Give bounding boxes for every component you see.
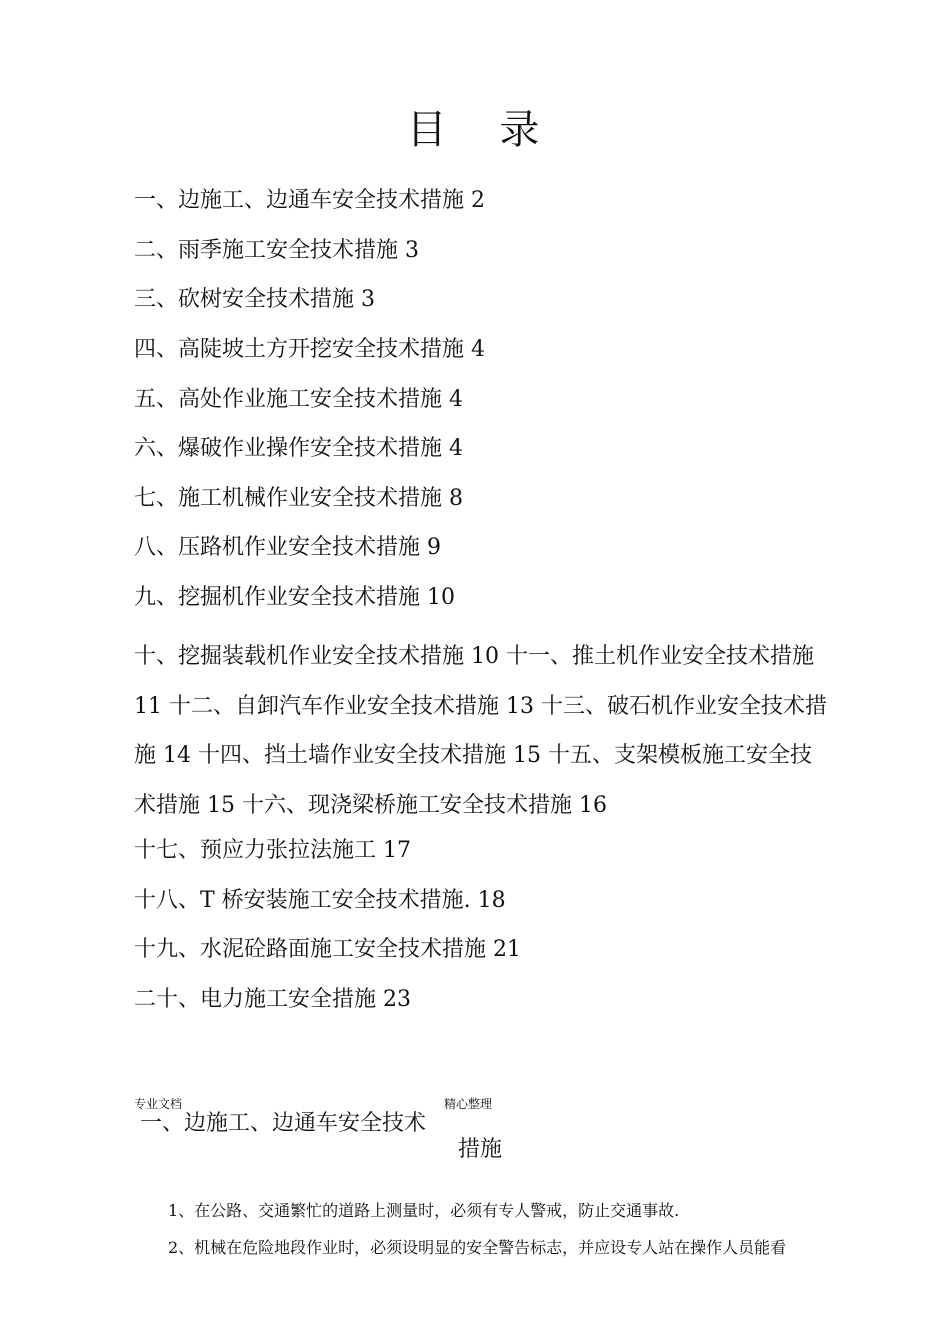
body-paragraph: 1、在公路、交通繁忙的道路上测量时，必须有专人警戒，防止交通事故. — [168, 1201, 680, 1220]
toc-entry: 十七、预应力张拉法施工 17 — [134, 838, 411, 863]
toc-entry: 一、边施工、边通车安全技术措施 2 — [134, 188, 485, 213]
toc-entry: 四、高陡坡土方开挖安全技术措施 4 — [134, 337, 485, 362]
toc-run-on-line: 术措施 15 十六、现浇梁桥施工安全技术措施 16 — [134, 792, 607, 818]
toc-entry: 十八、T 桥安装施工安全技术措施. 18 — [134, 888, 506, 913]
toc-entry: 三、砍树安全技术措施 3 — [134, 287, 375, 312]
page-header-right: 精心整理 — [444, 1097, 493, 1111]
section-heading: 一、边施工、边通车安全技术 — [140, 1111, 427, 1136]
toc-entry: 七、施工机械作业安全技术措施 8 — [134, 486, 463, 511]
toc-title: 目 录 — [406, 107, 560, 153]
toc-entry: 六、爆破作业操作安全技术措施 4 — [134, 436, 463, 461]
page-header-left: 专业文档 — [134, 1097, 183, 1111]
toc-entry: 十九、水泥砼路面施工安全技术措施 21 — [134, 937, 521, 962]
toc-run-on-line: 11 十二、自卸汽车作业安全技术措施 13 十三、破石机作业安全技术措 — [134, 693, 827, 719]
toc-entry: 九、挖掘机作业安全技术措施 10 — [134, 585, 455, 610]
toc-entry: 五、高处作业施工安全技术措施 4 — [134, 387, 463, 412]
section-heading-continued: 措施 — [458, 1137, 503, 1162]
body-paragraph: 2、机械在危险地段作业时，必须设明显的安全警告标志，并应设专人站在操作人员能看 — [168, 1238, 787, 1257]
toc-run-on-paragraph — [134, 632, 834, 830]
toc-run-on-line: 施 14 十四、挡土墙作业安全技术措施 15 十五、支架模板施工安全技 — [134, 743, 812, 769]
toc-entry: 八、压路机作业安全技术措施 9 — [134, 535, 441, 560]
toc-entry: 二、雨季施工安全技术措施 3 — [134, 238, 419, 263]
toc-run-on-line: 十、挖掘装载机作业安全技术措施 10 十一、推土机作业安全技术措施 — [134, 644, 814, 669]
toc-entry: 二十、电力施工安全措施 23 — [134, 987, 411, 1012]
